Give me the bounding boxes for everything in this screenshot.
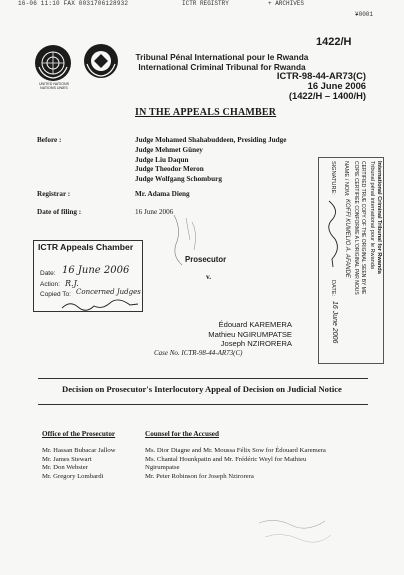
counsel-member: Ngirumpatse xyxy=(145,464,180,472)
cert-line-3: CERTIFIED TRUE COPY OF THE ORIGINAL SEEN BY ME xyxy=(360,161,366,295)
accused-item: Mathieu NGIRUMPATSE xyxy=(208,329,292,339)
stamp-date-label: Date: xyxy=(40,270,56,277)
stamp-action-label: Action: xyxy=(40,281,60,288)
received-stamp-title: ICTR Appeals Chamber xyxy=(38,242,134,252)
cert-line-4: COPIE CERTIFIEE CONFORME A L'ORIGINAL PAR NOUS xyxy=(353,161,359,295)
cert-date-value: 16 June 2006 xyxy=(331,301,338,344)
versus-label: v. xyxy=(206,272,212,281)
judge-item: Judge Liu Daqun xyxy=(135,155,189,164)
fax-header-page: ¥0001 xyxy=(355,11,374,18)
case-number: Case No. ICTR-98-44-AR73(C) xyxy=(154,349,243,357)
judges-list xyxy=(135,136,286,185)
before-label: Before : xyxy=(37,136,62,144)
counsel-accused-heading: Counsel for the Accused xyxy=(145,430,219,438)
counsel-member: Mr. Peter Robinson for Joseph Nzirorera xyxy=(145,472,254,480)
accused-item: Édouard KAREMERA xyxy=(218,320,292,329)
registrar-name: Mr. Adama Dieng xyxy=(135,190,190,198)
prosecutor-member: Mr. Don Webster xyxy=(42,464,88,472)
page-reference-number: 1422/H xyxy=(316,36,352,48)
un-logo-caption: UNITED NATIONS NATIONS UNIES xyxy=(38,82,70,90)
case-reference-number: ICTR-98-44-AR73(C) xyxy=(276,70,366,81)
counsel-member: Ms. Chantal Hounkpatin and Mr. Frédéric Weyl for Mathieu xyxy=(145,455,307,463)
filing-date-label: Date of filing : xyxy=(37,208,82,216)
faint-bottom-marks xyxy=(255,515,335,555)
prosecutor-member: Mr. Hassan Bubacar Jallow xyxy=(42,447,116,454)
chamber-title: IN THE APPEALS CHAMBER xyxy=(135,107,277,118)
office-prosecutor-list xyxy=(42,447,116,481)
ictr-emblem-icon xyxy=(82,42,120,80)
cert-name-label: NAME / NOM: xyxy=(343,161,349,197)
tribunal-name-en: International Criminal Tribunal for Rwanda xyxy=(138,62,306,72)
prosecutor-label: Prosecutor xyxy=(185,255,227,264)
decision-title: Decision on Prosecutor's Interlocutory Appeal of Decision on Judicial Notice xyxy=(62,384,342,394)
stamp-copied-handwritten: Concerned Judges xyxy=(76,288,141,296)
divider-top xyxy=(38,378,368,379)
fax-header-datetime: 16-06 11:10 FAX 0031706128932 xyxy=(18,0,129,7)
cert-signature-scribble xyxy=(325,199,341,269)
prosecutor-member: Mr. James Stewart xyxy=(42,455,92,463)
stamp-date-handwritten: 16 June 2006 xyxy=(62,265,130,276)
judge-item: Judge Mohamed Shahabuddeen, Presiding Judge xyxy=(135,136,287,144)
un-emblem-icon xyxy=(33,43,73,83)
cert-signature-label: SIGNATURE: xyxy=(330,161,336,195)
cert-name-value: KOFFI KUMELIO A. AFANDE xyxy=(344,199,350,278)
certification-stamp xyxy=(316,155,386,365)
stamp-copied-label: Copied To: xyxy=(40,291,71,298)
cert-date-label: DATE: xyxy=(330,280,336,297)
counsel-member: Ms. Dior Diagne and Mr. Moussa Félix Sow for Édouard Karemera xyxy=(145,447,326,454)
prosecutor-member: Mr. Gregory Lombardi xyxy=(42,472,104,480)
case-reference-block xyxy=(234,71,366,101)
stamp-signature-scribble xyxy=(60,298,140,312)
tribunal-name-fr: Tribunal Pénal International pour le Rwanda xyxy=(135,52,309,62)
divider-bottom xyxy=(38,404,368,405)
filing-date-value: 16 June 2006 xyxy=(135,208,174,216)
judge-item: Judge Wolfgang Schomburg xyxy=(135,175,222,184)
judge-item: Judge Theodor Meron xyxy=(135,165,204,174)
cert-line-2: Tribunal pénal international pour le Rwanda xyxy=(369,161,375,270)
cert-line-1: International Criminal Tribunal for Rwanda xyxy=(376,161,382,274)
fax-header-archive: + ARCHIVES xyxy=(268,0,305,7)
case-reference-date: 16 June 2006 xyxy=(307,80,366,91)
tribunal-name xyxy=(127,52,317,72)
judge-item: Judge Mehmet Güney xyxy=(135,145,203,154)
counsel-accused-list xyxy=(145,447,370,481)
case-reference-pages: (1422/H – 1400/H) xyxy=(288,90,366,101)
stamp-action-handwritten: R.J. xyxy=(65,279,79,288)
registrar-label: Registrar : xyxy=(37,190,71,198)
accused-list xyxy=(142,320,292,349)
accused-item: Joseph NZIRORERA xyxy=(220,339,292,349)
office-prosecutor-heading: Office of the Prosecutor xyxy=(42,430,116,438)
fax-header-sender: ICTR REGISTRY xyxy=(182,0,229,7)
